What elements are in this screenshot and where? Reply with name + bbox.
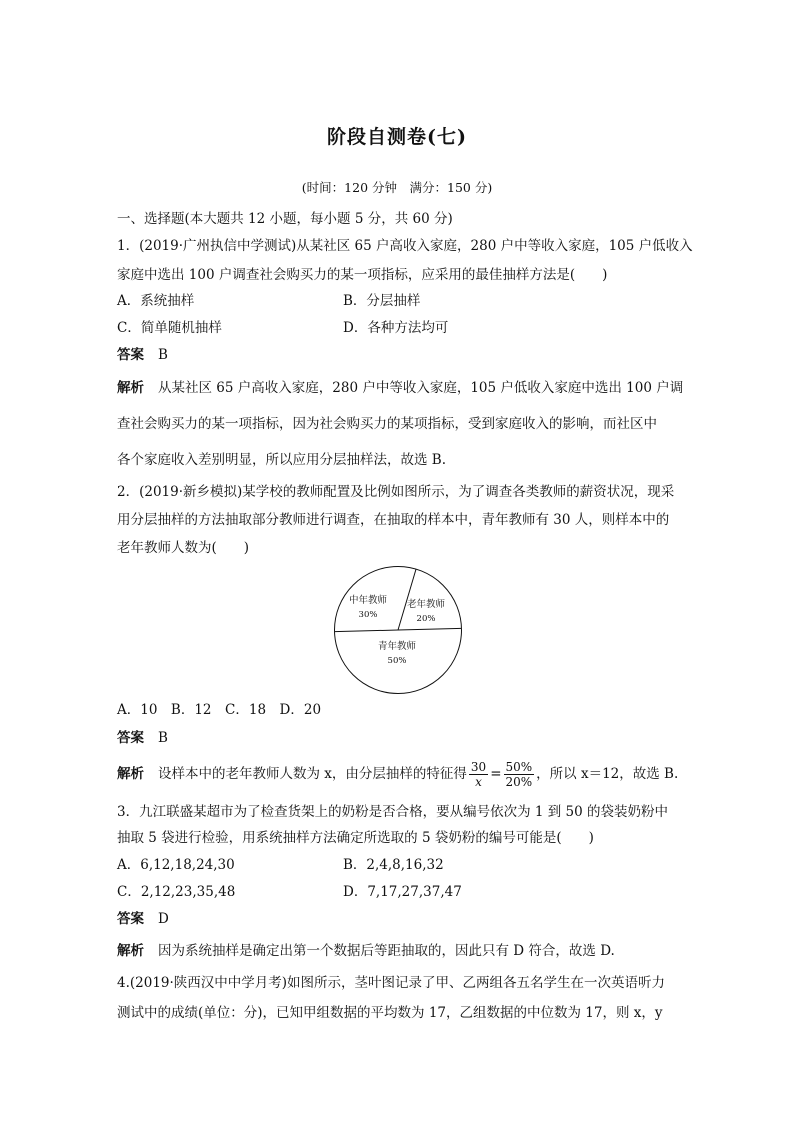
- pie-slice-value: 50%: [387, 656, 407, 666]
- q2-analysis: [117, 758, 683, 790]
- analysis-text-post: ，所以 x＝12，故选 B.: [536, 766, 679, 782]
- q2-stem-line2: 用分层抽样的方法抽取部分教师进行调查，在抽取的样本中，青年教师有 30 人，则样本中的: [117, 512, 670, 528]
- q2-stem-line3: 老年教师人数为( ): [117, 540, 250, 556]
- q2-options: A．10 B．12 C．18 D．20: [117, 702, 322, 718]
- answer-value: B: [158, 730, 168, 746]
- q1-answer: [117, 345, 683, 365]
- q1-option-a: A．系统抽样: [117, 293, 195, 309]
- fraction-numerator: 50%: [505, 760, 533, 774]
- q1-option-b: B．分层抽样: [343, 293, 421, 309]
- fraction-30-over-x: [469, 760, 488, 789]
- q1-stem-line1: 1．(2019·广州执信中学测试)从某社区 65 户高收入家庭，280 户中等收入家庭，105 户低收入: [117, 238, 693, 254]
- answer-value: B: [158, 347, 168, 363]
- pie-slice-value: 30%: [358, 610, 378, 620]
- analysis-text: 因为系统抽样是确定出第一个数据后等距抽取的，因此只有 D 符合，故选 D.: [158, 943, 615, 959]
- pie-slice-label: 青年教师: [377, 641, 417, 652]
- pie-slice-value: 20%: [416, 614, 436, 624]
- teacher-ratio-pie-chart: [333, 565, 463, 695]
- pie-slice-label: 老年教师: [406, 599, 446, 610]
- q1-analysis-line2: 查社会购买力的某一项指标，因为社会购买力的某项指标，受到家庭收入的影响，而社区中: [117, 416, 657, 432]
- fraction-denominator: x: [475, 775, 482, 789]
- q3-stem-line1: 3．九江联盛某超市为了检查货架上的奶粉是否合格，要从编号依次为 1 到 50 的袋装奶粉中: [117, 804, 669, 820]
- analysis-text: 从某社区 65 户高收入家庭，280 户中等收入家庭，105 户低收入家庭中选出 100 户调: [158, 380, 684, 396]
- page-title: 阶段自测卷(七): [327, 126, 467, 148]
- answer-value: D: [158, 911, 169, 927]
- section-heading: 一、选择题(本大题共 12 小题，每小题 5 分，共 60 分): [117, 211, 453, 227]
- q4-stem-line1: 4.(2019·陕西汉中中学月考)如图所示，茎叶图记录了甲、乙两组各五名学生在一次英语听力: [117, 975, 666, 991]
- exam-info: (时间：120 分钟 满分：150 分): [301, 180, 493, 195]
- answer-label: 答案: [117, 730, 144, 746]
- q4-stem-line2: 测试中的成绩(单位：分)，已知甲组数据的平均数为 17，乙组数据的中位数为 17，则 x，y: [117, 1005, 663, 1021]
- q3-option-c: C．2,12,23,35,48: [117, 884, 236, 900]
- q3-option-a: A．6,12,18,24,30: [117, 857, 235, 873]
- q2-answer: [117, 728, 683, 748]
- fraction-numerator: 30: [470, 760, 487, 774]
- q1-option-c: C．简单随机抽样: [117, 320, 222, 336]
- q3-answer: [117, 909, 683, 929]
- q1-analysis-line3: 各个家庭收入差别明显，所以应用分层抽样法，故选 B.: [117, 452, 447, 468]
- q2-stem-line1: 2．(2019·新乡模拟)某学校的教师配置及比例如图所示，为了调查各类教师的薪资状况，现采: [117, 484, 675, 500]
- q1-stem-line2: 家庭中选出 100 户调查社会购买力的某一项指标，应采用的最佳抽样方法是( ): [117, 267, 608, 283]
- analysis-text-pre: 设样本中的老年教师人数为 x，由分层抽样的特征得: [158, 766, 467, 782]
- q3-option-d: D．7,17,27,37,47: [343, 884, 462, 900]
- analysis-label: 解析: [117, 766, 144, 782]
- fraction-denominator: 20%: [505, 775, 533, 789]
- fraction-50-over-20: [504, 760, 535, 789]
- q3-stem-line2: 抽取 5 袋进行检验，用系统抽样方法确定所选取的 5 袋奶粉的编号可能是( ): [117, 830, 594, 846]
- q1-option-d: D．各种方法均可: [343, 320, 449, 336]
- equals-sign: =: [490, 766, 502, 782]
- q1-analysis-line1: [117, 378, 683, 398]
- answer-label: 答案: [117, 347, 144, 363]
- analysis-label: 解析: [117, 943, 144, 959]
- q3-analysis: [117, 941, 683, 961]
- analysis-label: 解析: [117, 380, 144, 396]
- answer-label: 答案: [117, 911, 144, 927]
- pie-slice-label: 中年教师: [348, 595, 388, 606]
- q3-option-b: B．2,4,8,16,32: [343, 857, 444, 873]
